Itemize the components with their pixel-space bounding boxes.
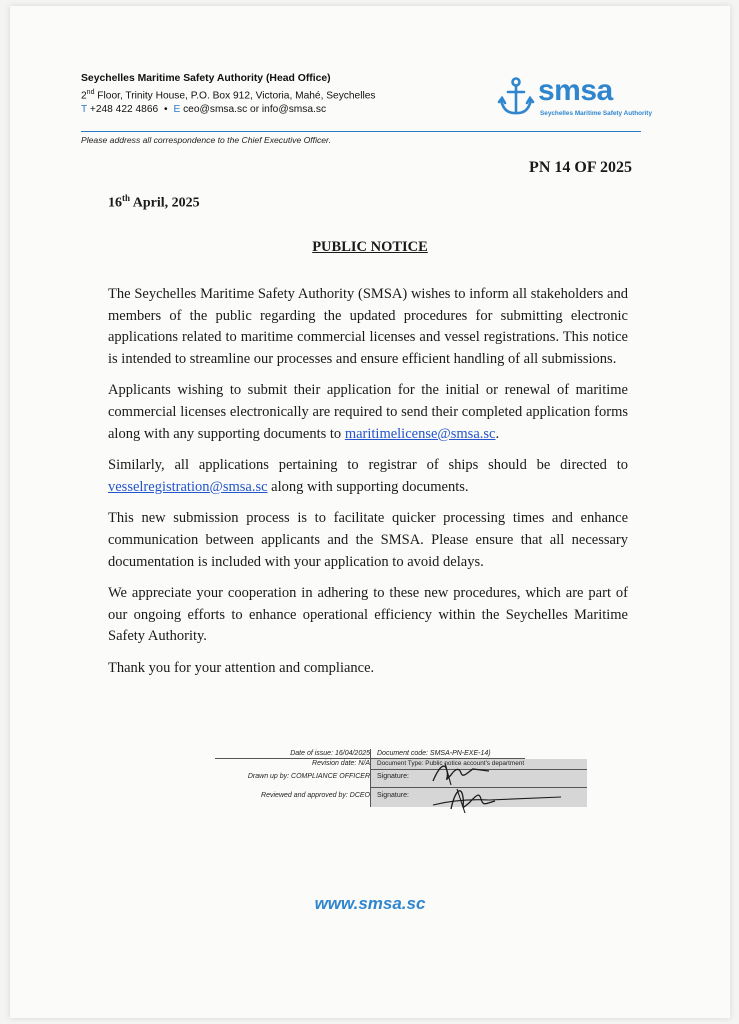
logo-tagline: Seychelles Maritime Safety Authority bbox=[540, 110, 652, 117]
notice-number: PN 14 OF 2025 bbox=[529, 159, 632, 176]
contact-line bbox=[81, 103, 376, 117]
notice-body bbox=[108, 284, 628, 690]
address-text: Floor, Trinity House, P.O. Box 912, Victoria, Mahé, Seychelles bbox=[94, 90, 376, 102]
website-footer[interactable]: www.smsa.sc bbox=[314, 894, 426, 913]
letterhead-address bbox=[81, 72, 376, 117]
paragraph-registration-text: Similarly, all applications pertaining to registrar of ships should be directed to bbox=[108, 457, 628, 474]
drawn-up-by: Drawn up by: COMPLIANCE OFFICER bbox=[247, 773, 370, 780]
signature-label-1: Signature: bbox=[377, 773, 409, 780]
smsa-logo bbox=[496, 74, 656, 122]
maritime-license-email-link[interactable]: maritimelicense@smsa.sc bbox=[344, 425, 496, 442]
paragraph-process: This new submission process is to facilitate quicker processing times and enhance communication between applicants and the SMSA. Please ensure that all necessary documentation is included with your application to avoid delays. bbox=[108, 510, 628, 570]
document-code: Document code: SMSA-PN-EXE-14) bbox=[377, 750, 491, 757]
anchor-icon bbox=[496, 76, 536, 118]
document-page bbox=[10, 6, 730, 1018]
paragraph-licenses-end: . bbox=[495, 425, 500, 442]
paragraph-licenses-text: Applicants wishing to submit their application for the initial or renewal of maritime commercial licenses electronically are required to send their completed application forms along with any supporting documents to bbox=[108, 382, 628, 442]
tel-label: T bbox=[81, 104, 88, 116]
paragraph-appreciation: We appreciate your cooperation in adhering to these new procedures, which are part of our ongoing efforts to enhance operational efficiency within the Seychelles Maritime Safety Authority. bbox=[108, 585, 628, 645]
address-floor-number: 2 bbox=[81, 90, 87, 102]
paragraph-licenses bbox=[108, 380, 628, 445]
signature-label-2: Signature: bbox=[377, 792, 409, 799]
paragraph-intro: The Seychelles Maritime Safety Authority (SMSA) wishes to inform all stakeholders and members of the public regarding the updated procedures for submitting electronic applications related to maritime commercial licenses and vessel registrations. This notice is intended to streamline our processes and ensure efficient handling of all submissions. bbox=[108, 286, 628, 367]
date-month-year: April, 2025 bbox=[130, 195, 200, 211]
tel-value: +248 422 4866 bbox=[89, 104, 159, 116]
paragraph-registration-end: along with supporting documents. bbox=[267, 478, 469, 495]
address-floor-suffix: nd bbox=[86, 89, 95, 96]
email-label: E bbox=[173, 104, 181, 116]
signature-dceo bbox=[429, 781, 569, 815]
notice-title: PUBLIC NOTICE bbox=[312, 239, 428, 255]
vessel-registration-email-link[interactable]: vesselregistration@smsa.sc bbox=[108, 478, 268, 495]
revision-date: Revision date: N/A bbox=[312, 760, 370, 767]
date-day: 16 bbox=[108, 195, 122, 211]
paragraph-closing: Thank you for your attention and compliance. bbox=[108, 659, 375, 676]
address-line bbox=[81, 86, 376, 103]
document-type: Document Type: Public notice account's department bbox=[377, 760, 525, 767]
bullet-separator: • bbox=[164, 104, 168, 116]
table-divider bbox=[370, 749, 371, 807]
email-value: ceo@smsa.sc or info@smsa.sc bbox=[183, 104, 327, 116]
paragraph-registration bbox=[108, 455, 628, 498]
date-of-issue: Date of issue: 16/04/2025 bbox=[290, 750, 370, 757]
document-control-table bbox=[215, 749, 587, 811]
notice-date bbox=[108, 193, 200, 212]
correspondence-note: Please address all correspondence to the Chief Executive Officer. bbox=[81, 135, 331, 145]
logo-wordmark: smsa bbox=[538, 74, 613, 107]
reviewed-by: Reviewed and approved by: DCEO bbox=[261, 792, 370, 799]
header-divider bbox=[81, 131, 641, 132]
date-suffix: th bbox=[122, 193, 131, 203]
organization-name: Seychelles Maritime Safety Authority (Head Office) bbox=[81, 73, 331, 84]
